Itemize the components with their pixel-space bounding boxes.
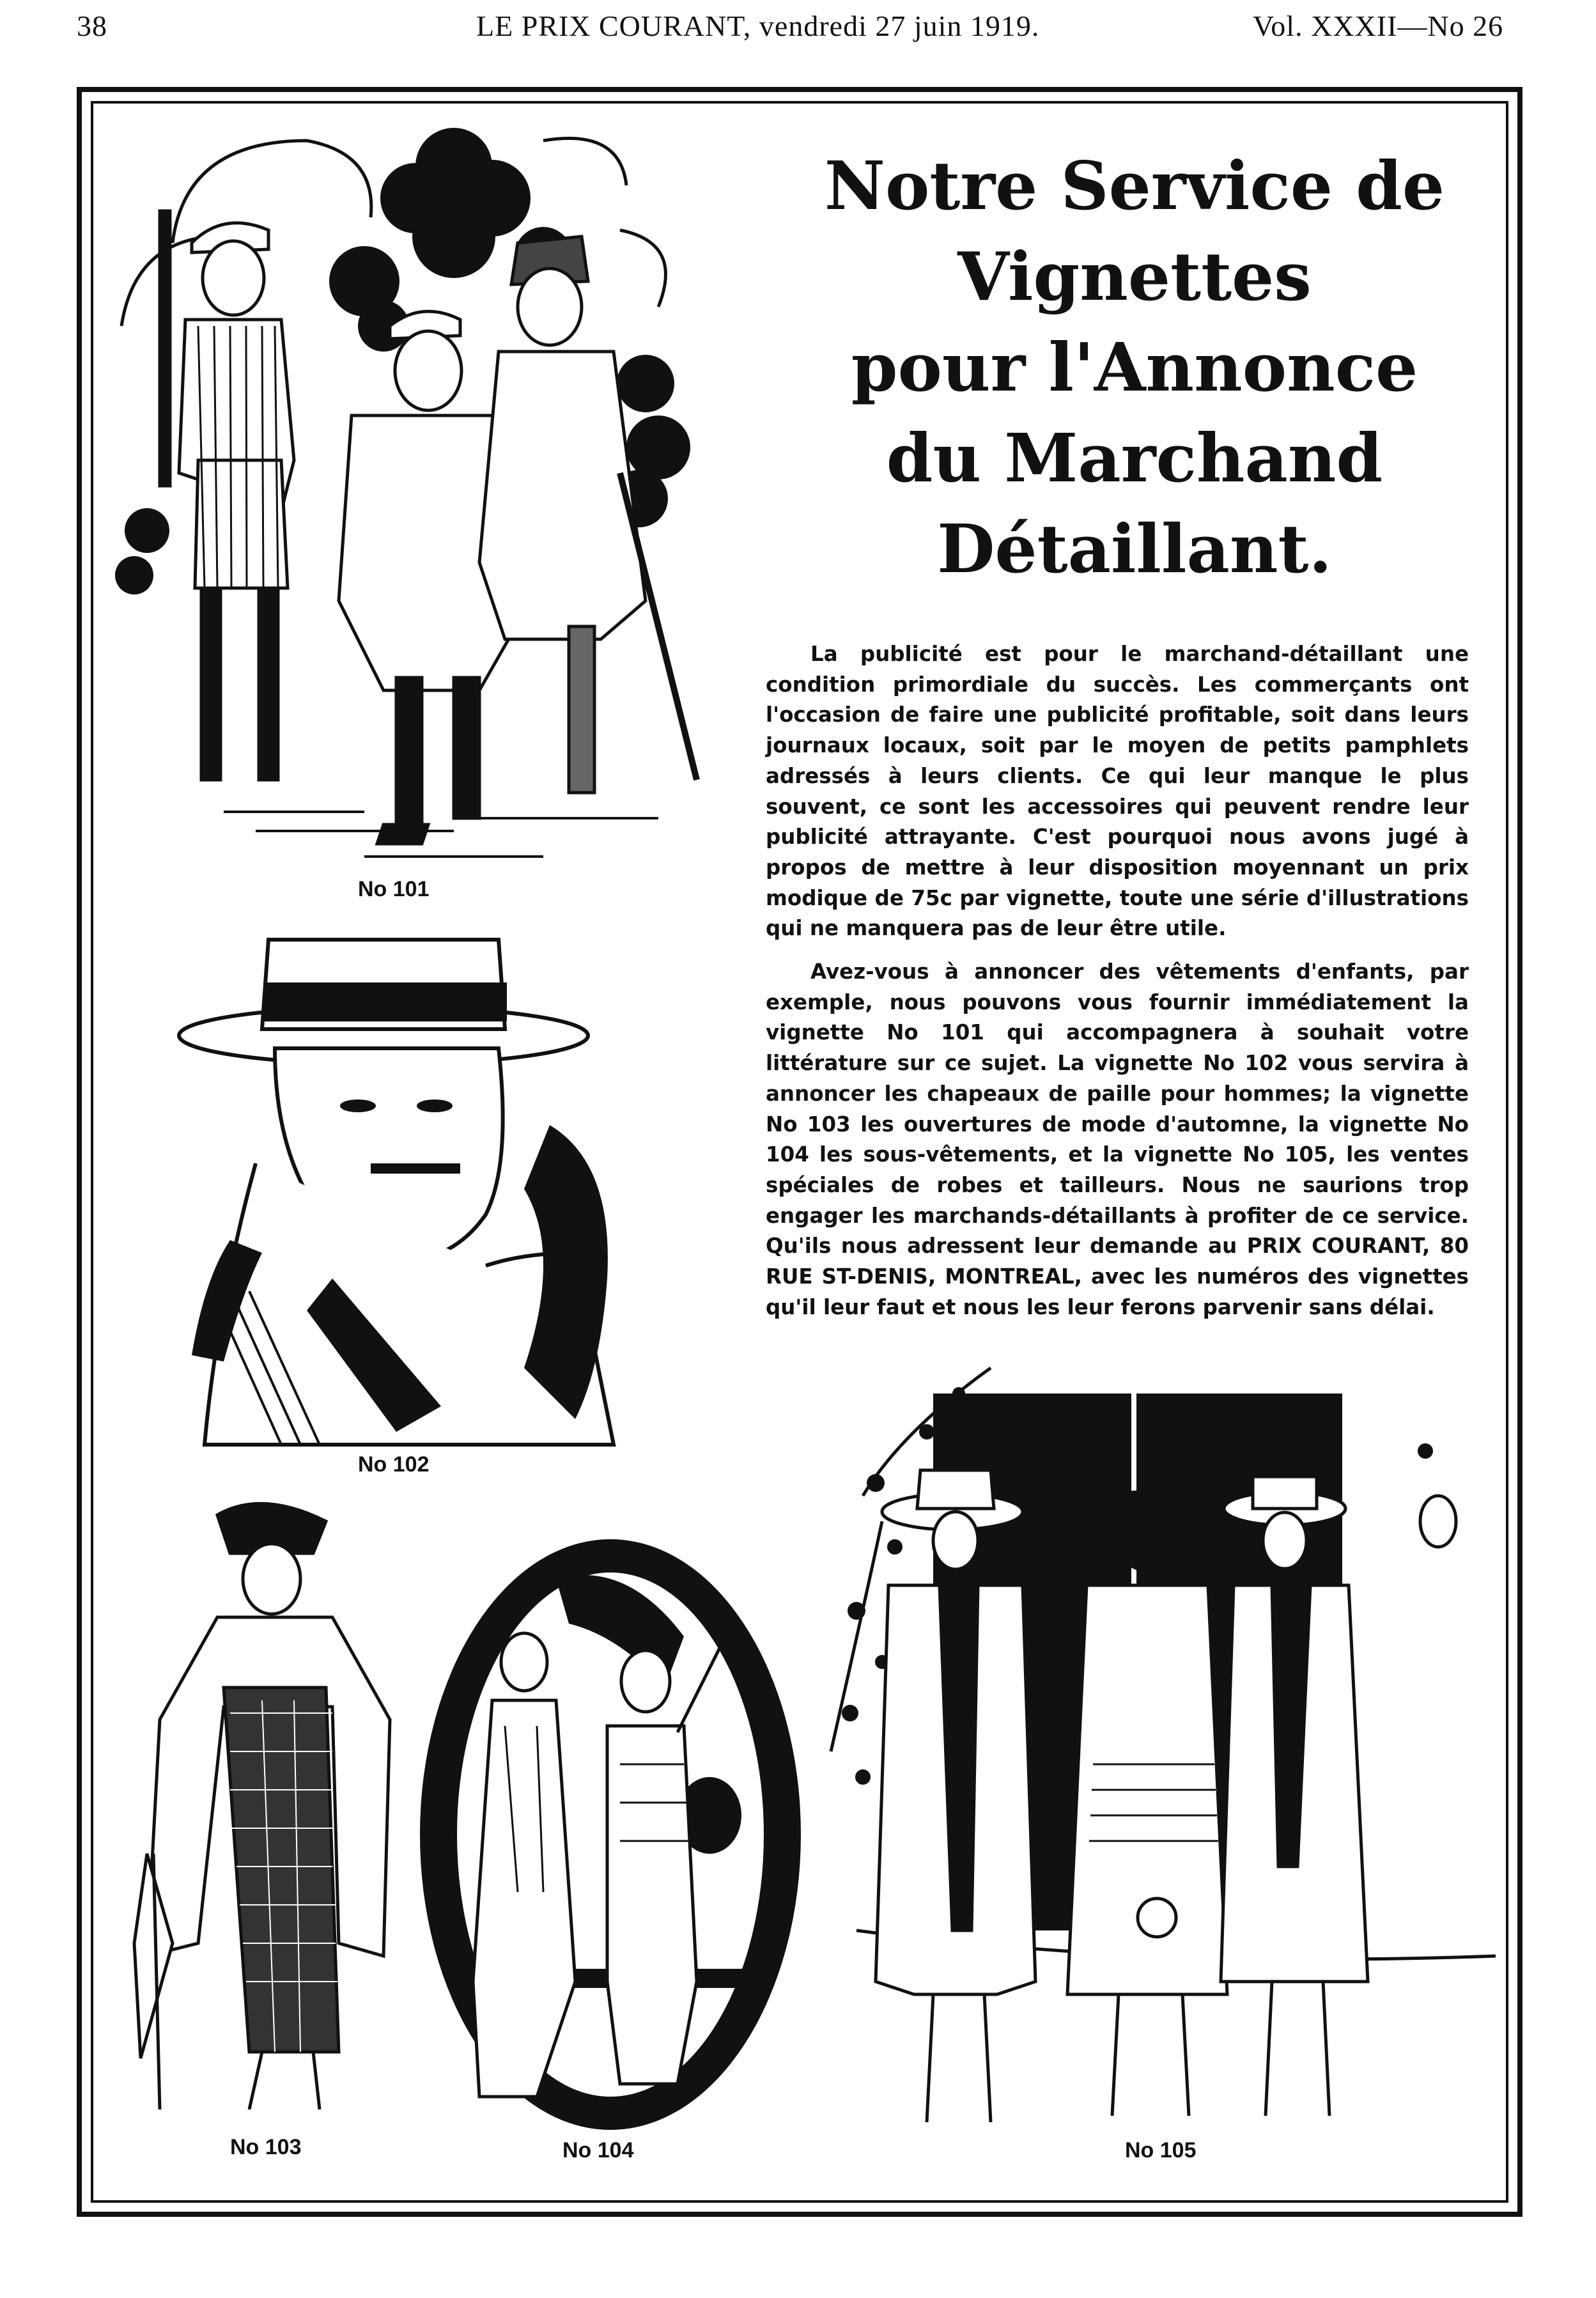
article-title bbox=[786, 141, 1483, 594]
title-line: du Marchand bbox=[886, 419, 1383, 497]
vignette-103-caption: No 103 bbox=[230, 2135, 302, 2159]
vignette-105-caption: No 105 bbox=[1125, 2138, 1197, 2162]
publication-line: LE PRIX COURANT, vendredi 27 juin 1919. bbox=[476, 10, 1040, 42]
vignette-102-illustration bbox=[166, 920, 614, 1445]
title-line: Vignettes bbox=[957, 237, 1312, 316]
title-line: Notre Service de bbox=[824, 146, 1445, 225]
vignette-105-illustration bbox=[825, 1355, 1502, 2141]
title-line: pour l'Annonce bbox=[851, 328, 1418, 407]
vignette-103-illustration bbox=[121, 1496, 403, 2135]
article-paragraph-2: Avez-vous à annoncer des vêtements d'enfants, par exemple, nous pouvons vous fournir immédiatement la vignette No 101 qui accompagnera à souhait votre littérature sur ce sujet. La vignette No 102 vous servira à annoncer les chapeaux de paille pour hommes; la vignette No 103 les ouvertures de mode d'automne, la vignette No 104 les sous-vêtements, et la vignette No 105, les ventes spéciales de robes et tailleurs. Nous ne saurions trop engager les marchands-détaillants à profiter de ce service. Qu'ils nous adressent leur demande au PRIX COURANT, 80 RUE ST-DENIS, MONTREAL, avec les numéros des vignettes qu'il leur faut et nous les leur ferons parvenir sans délai. bbox=[766, 959, 1469, 1319]
volume-number: Vol. XXXII—No 26 bbox=[1253, 10, 1504, 42]
article-paragraph-1: La publicité est pour le marchand-détaillant une condition primordiale du succès. Les commerçants ont l'occasion de faire une publicité profitable, soit dans leurs journaux locaux, soit par le moyen de petits pamphlets adressés à leurs clients. Ce qui leur manque le plus souvent, ce sont les accessoires qui peuvent rendre leur publicité attrayante. C'est pourquoi nous avons jugé à propos de mettre à leur disposition moyennant un prix modique de 75c par vignette, toute une série d'illustrations qui ne manquera pas de leur être utile. bbox=[766, 642, 1469, 941]
title-line: Détaillant. bbox=[937, 509, 1332, 588]
vignette-104-illustration bbox=[415, 1534, 805, 2135]
page-number: 38 bbox=[77, 10, 107, 42]
vignette-102-caption: No 102 bbox=[358, 1452, 430, 1477]
vignette-101-caption: No 101 bbox=[358, 877, 430, 901]
vignette-101-illustration bbox=[96, 115, 697, 882]
vignette-104-caption: No 104 bbox=[562, 2138, 634, 2162]
article-body bbox=[766, 639, 1469, 1323]
